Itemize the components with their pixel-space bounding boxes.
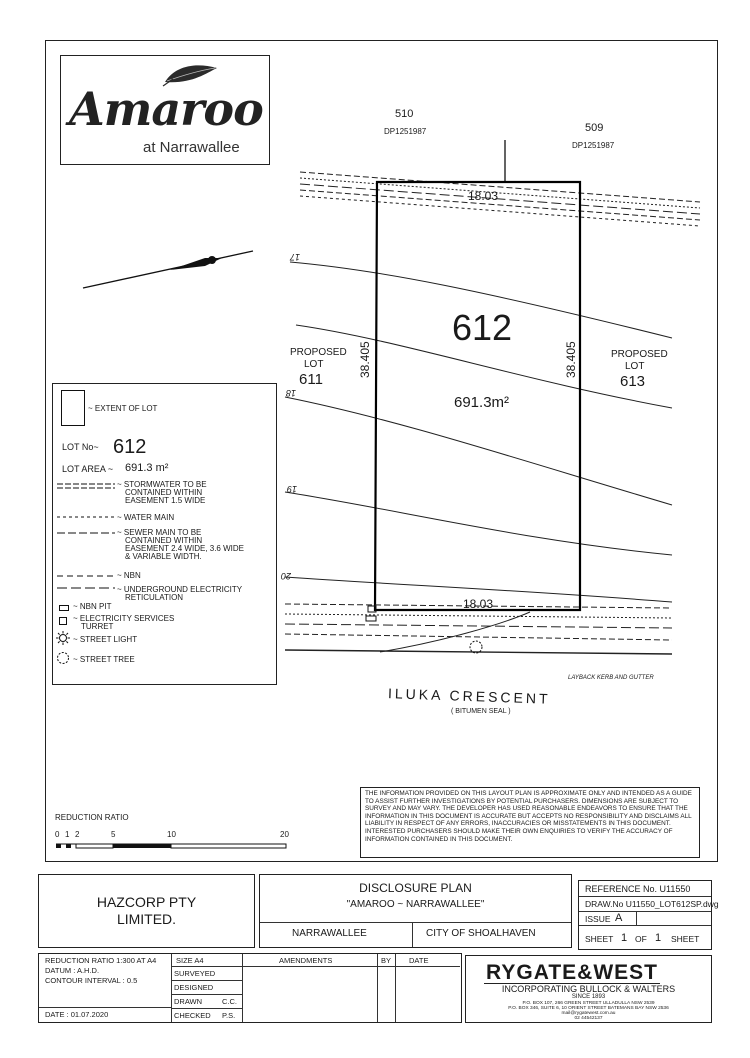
drawn-label: DRAWN [174, 997, 203, 1006]
of-label: OF [635, 934, 647, 944]
issue-value: A [615, 912, 623, 924]
lot-area-large: 691.3m² [454, 394, 510, 411]
proposed-right-2: LOT [625, 361, 645, 372]
legend-nbn: ~ NBN [117, 571, 141, 580]
sheet-label-2: SHEET [671, 934, 700, 944]
nbn-pit-icon [59, 605, 69, 611]
legend-sewer-3: EASEMENT 2.4 WIDE, 3.6 WIDE [125, 544, 244, 553]
street-light-icon [56, 631, 70, 645]
size-a4: SIZE A4 [176, 956, 204, 965]
street-tree-icon [470, 641, 482, 653]
amendments-header: AMENDMENTS [279, 956, 333, 965]
legend-stormwater-1: ~ STORMWATER TO BE [117, 480, 207, 489]
date-header: DATE [409, 956, 429, 965]
scale-tick-2: 2 [75, 830, 80, 839]
legend-electricity-2: RETICULATION [125, 593, 184, 602]
firm-name-b: &WEST [577, 961, 658, 984]
reference-no: REFERENCE No. U11550 [585, 884, 691, 894]
contour-18: 18 [286, 388, 297, 398]
legend-box [52, 383, 277, 685]
firm-logo [484, 961, 660, 984]
street-note: ( BITUMEN SEAL ) [451, 708, 511, 715]
scale-tick-1: 1 [65, 830, 70, 839]
proposed-left-number: 611 [299, 371, 323, 388]
plan-title-box [259, 874, 572, 948]
company-name-2: LIMITED. [116, 911, 177, 927]
street-name: ILUKA CRESCENT [387, 685, 551, 707]
legend-sewer-4: & VARIABLE WIDTH. [125, 552, 202, 561]
locality: NARRAWALLEE [292, 928, 367, 939]
legend-extent-of-lot: ~ EXTENT OF LOT [88, 404, 158, 413]
logo-brand: Amaroo [69, 82, 263, 136]
firm-line-4: P.O. BOX 346, SUITE 6, 10 ORIENT STREET BATEMANS BAY NSW 2536 [508, 1006, 669, 1011]
legend-lot-area-value: 691.3 m² [125, 462, 169, 474]
legend-lot-area-label: LOT AREA ~ [62, 464, 114, 474]
scale-tick-20: 20 [280, 830, 289, 839]
neighbour-lot-509: 509 [585, 122, 604, 134]
firm-line-6: 02 44542137 [574, 1016, 603, 1021]
scale-tick-5: 5 [111, 830, 116, 839]
legend-street-tree: ~ STREET TREE [73, 655, 135, 664]
firm-box [465, 955, 712, 1023]
drawing-no: DRAW.No U11550_LOT612SP.dwg [585, 899, 719, 909]
reference-box [578, 880, 719, 950]
company-name-1: HAZCORP PTY [96, 894, 197, 910]
company-box [38, 874, 255, 948]
legend-stormwater-2: CONTAINED WITHIN [125, 488, 203, 497]
scale-bar [54, 840, 294, 854]
legend-sewer-2: CONTAINED WITHIN [125, 536, 203, 545]
disclaimer-box [360, 787, 700, 858]
checked-label: CHECKED [174, 1011, 211, 1020]
plan-title: DISCLOSURE PLAN [359, 881, 472, 895]
of-value: 1 [655, 932, 662, 944]
disclaimer-text: THE INFORMATION PROVIDED ON THIS LAYOUT PLAN IS APPROXIMATE ONLY AND INTENDED AS A GUIDE TO ASSIST FURTHER INVESTIGATIONS BY POTENTIAL PURCHASERS. DIMENSIONS ARE SUBJECT TO SURVEY AND MAY VARY. THE DEVELOPER HAS USED REASONABLE ENDEAVORS TO ENSURE THAT THE INFORMATION IN THIS DOCUMENT IS ACCURATE BUT ACCEPTS NO RESPONSIBILITY AND DISCLAIMS ALL LIABILITY IN RESPECT OF ANY ERRORS, INACCURACIES OR MISSTATEMENTS IN THIS DOCUMENT. INTERESTED PURCHASERS SHOULD MAKE THEIR OWN ENQUIRIES TO VERIFY THE ACCURACY OF INFORMATION CONTAINED IN THIS DOCUMENT. [365, 790, 692, 843]
proposed-left-2: LOT [304, 359, 324, 370]
dim-left: 38.405 [358, 341, 372, 378]
legend-lot-no-label: LOT No~ [62, 442, 99, 452]
neighbour-lot-510: 510 [395, 108, 414, 120]
legend-nbn-pit: ~ NBN PIT [73, 602, 112, 611]
legend-services-2: TURRET [81, 622, 114, 631]
lot-number-large: 612 [452, 307, 513, 348]
proposed-left-1: PROPOSED [290, 347, 347, 358]
dim-bottom: 18.03 [463, 597, 494, 611]
reduction-ratio: REDUCTION RATIO 1:300 AT A4 [45, 956, 157, 965]
scale-label: REDUCTION RATIO [55, 813, 129, 822]
logo-subtitle: at Narrawallee [143, 139, 240, 156]
proposed-right-1: PROPOSED [611, 349, 668, 360]
street-tree-legend-icon [56, 651, 70, 665]
drawing-date: DATE : 01.07.2020 [45, 1010, 109, 1019]
firm-line-3: P.O. BOX 107, 266 GREEN STREET ULLADULLA NSW 2539 [522, 1001, 655, 1006]
sheet-label: SHEET [585, 934, 614, 944]
firm-name-a: RYGATE [486, 961, 578, 984]
north-arrow-icon [83, 251, 253, 288]
surveyed-label: SURVEYED [174, 969, 216, 978]
sheet-value: 1 [621, 932, 628, 944]
extent-of-lot-symbol [61, 390, 85, 426]
survey-info-box [38, 953, 462, 1023]
legend-sewer-1: ~ SEWER MAIN TO BE [117, 528, 202, 537]
issue-label: ISSUE [585, 914, 611, 924]
legend-services-1: ~ ELECTRICITY SERVICES [73, 614, 175, 623]
contour-19: 19 [287, 484, 298, 494]
scale-tick-0: 0 [55, 830, 60, 839]
by-header: BY [381, 956, 392, 965]
dim-right: 38.405 [564, 341, 578, 378]
contour-20: 20 [281, 571, 292, 581]
checked-by: P.S. [222, 1011, 236, 1020]
proposed-right-number: 613 [620, 373, 646, 390]
contour-interval: CONTOUR INTERVAL : 0.5 [45, 976, 138, 985]
council: CITY OF SHOALHAVEN [426, 928, 536, 939]
dim-top: 18.03 [468, 189, 499, 203]
contour-17: 17 [290, 252, 301, 262]
scale-tick-10: 10 [167, 830, 176, 839]
firm-line-5: mail@rygatewest.com.au [561, 1011, 616, 1016]
kerb-note: LAYBACK KERB AND GUTTER [568, 675, 654, 681]
firm-line-1: INCORPORATING BULLOCK & WALTERS [501, 984, 676, 994]
legend-water-main: ~ WATER MAIN [117, 513, 175, 522]
firm-line-2: SINCE 1893 [571, 994, 606, 1000]
drawn-by: C.C. [222, 997, 237, 1006]
legend-lot-no-value: 612 [113, 436, 147, 458]
project-name: "AMAROO ~ NARRAWALLEE" [346, 899, 485, 910]
legend-street-light: ~ STREET LIGHT [73, 635, 138, 644]
designed-label: DESIGNED [174, 983, 214, 992]
legend-electricity-1: ~ UNDERGROUND ELECTRICITY [117, 585, 243, 594]
electricity-turret-icon [59, 617, 67, 625]
neighbour-dp-509: DP1251987 [572, 141, 615, 150]
neighbour-dp-510: DP1251987 [384, 127, 427, 136]
legend-stormwater-3: EASEMENT 1.5 WIDE [125, 496, 206, 505]
datum: DATUM : A.H.D. [45, 966, 100, 975]
